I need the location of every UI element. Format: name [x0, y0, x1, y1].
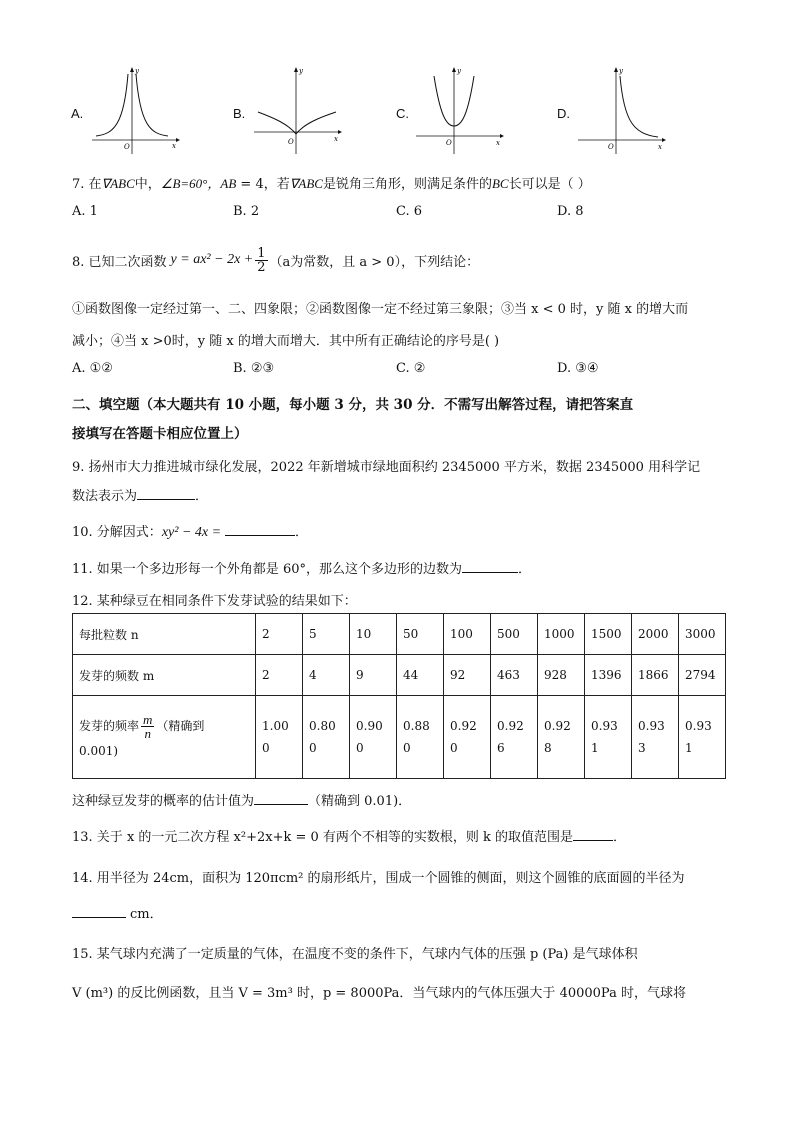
q10: 10. 分解因式：xy² − 4x = ．: [72, 521, 308, 541]
cell-n: 100: [444, 614, 491, 655]
graph-c-x-label: x: [496, 139, 500, 147]
q14-line2: cm．: [72, 903, 163, 922]
q7-stem: 7. 在∇ABC中，∠B=60°，AB = 4，若∇ABC是锐角三角形，则满足条件的BC长可以是（ ）: [72, 176, 591, 192]
q7-option-d[interactable]: D. 8: [557, 204, 584, 219]
graph-a-x-label: x: [172, 142, 176, 150]
graph-b-x-label: x: [334, 135, 338, 143]
cell-m: 2: [256, 655, 303, 696]
cell-n: 50: [397, 614, 444, 655]
graph-b-y-label: y: [299, 67, 303, 75]
q12-intro: 12. 某种绿豆在相同条件下发芽试验的结果如下：: [72, 594, 357, 609]
graph-d-x-label: x: [658, 143, 662, 151]
q11: 11. 如果一个多边形每一个外角都是 60°，那么这个多边形的边数为 ．: [72, 558, 531, 577]
cell-m: 4: [303, 655, 350, 696]
q7-option-c[interactable]: C. 6: [396, 204, 423, 219]
row-header-n: 每批粒数 n: [73, 614, 256, 655]
graph-a: [92, 64, 182, 154]
graph-c: [416, 64, 506, 154]
q11-answer-blank[interactable]: [462, 559, 518, 573]
table-row: [73, 696, 726, 779]
cell-frequency: 0.93 1: [585, 696, 632, 779]
graph-d-y-label: y: [619, 67, 623, 75]
cell-frequency: 0.92 0: [444, 696, 491, 779]
q14-answer-blank[interactable]: [72, 904, 126, 918]
q8-option-d[interactable]: D. ③④: [557, 361, 599, 376]
graph-d: [578, 64, 668, 154]
cell-frequency: 0.93 1: [679, 696, 726, 779]
graph-b: [254, 64, 344, 154]
option-a-label[interactable]: A.: [71, 106, 84, 121]
cell-n: 2000: [632, 614, 679, 655]
q8-line2: 减小；④当 x >0时，y 随 x 的增大而增大．其中所有正确结论的序号是( ): [72, 334, 500, 349]
q7-option-b[interactable]: B. 2: [233, 204, 260, 219]
graph-c-origin: O: [446, 139, 452, 147]
cell-m: 1396: [585, 655, 632, 696]
cell-n: 5: [303, 614, 350, 655]
table-row: [73, 655, 726, 696]
option-d-label[interactable]: D.: [557, 106, 570, 121]
q12-table: [72, 613, 726, 779]
graph-a-origin: O: [124, 143, 130, 151]
q8-fraction: $\frac{1}{2}$: [257, 245, 266, 275]
cell-m: 928: [538, 655, 585, 696]
q8-option-c[interactable]: C. ②: [396, 361, 426, 376]
section2-heading-line2: 接填写在答题卡相应位置上）: [72, 426, 248, 442]
graph-d-origin: O: [608, 143, 614, 151]
q13: 13. 关于 x 的一元二次方程 x²+2x+k = 0 有两个不相等的实数根，则 k 的取值范围是 ．: [72, 826, 626, 845]
cell-n: 10: [350, 614, 397, 655]
q15-line2: V (m³) 的反比例函数，且当 V = 3m³ 时，p = 8000Pa．当气球内的气体压强大于 40000Pa 时，气球将: [72, 986, 686, 1001]
cell-n: 1000: [538, 614, 585, 655]
cell-frequency: 1.00 0: [256, 696, 303, 779]
cell-frequency: 0.92 6: [491, 696, 538, 779]
table-row: [73, 614, 726, 655]
q9-line1: 9. 扬州市大力推进城市绿化发展，2022 年新增城市绿地面积约 2345000 平方米，数据 2345000 用科学记: [72, 460, 701, 475]
cell-n: 500: [491, 614, 538, 655]
cell-frequency: 0.93 3: [632, 696, 679, 779]
cell-frequency: 0.90 0: [350, 696, 397, 779]
q8-line1: ①函数图像一定经过第一、二、四象限；②函数图像一定不经过第三象限；③当 x < 0 时，y 随 x 的增大而: [72, 302, 689, 317]
cell-frequency: 0.92 8: [538, 696, 585, 779]
cell-m: 463: [491, 655, 538, 696]
cell-m: 1866: [632, 655, 679, 696]
row-header-frequency: 发芽的频率 $\frac{m}{n}$ （精确到 0.001): [73, 696, 256, 779]
q15-line1: 15. 某气球内充满了一定质量的气体，在温度不变的条件下，气球内气体的压强 p (Pa) 是气球体积: [72, 947, 638, 962]
q8-stem: 8. 已知二次函数 y = ax² − 2x + $\frac{1}{2}$ （a为常数，且 a > 0），下列结论：: [72, 245, 480, 275]
q8-option-a[interactable]: A. ①②: [72, 361, 113, 376]
graph-a-y-label: y: [135, 67, 139, 75]
q9-answer-blank[interactable]: [137, 486, 195, 500]
q7-option-a[interactable]: A. 1: [72, 204, 98, 219]
option-b-label[interactable]: B.: [233, 106, 246, 121]
q9-line2: 数法表示为 ．: [72, 485, 208, 504]
cell-m: 2794: [679, 655, 726, 696]
cell-n: 1500: [585, 614, 632, 655]
cell-frequency: 0.88 0: [397, 696, 444, 779]
cell-m: 9: [350, 655, 397, 696]
cell-n: 2: [256, 614, 303, 655]
q13-answer-blank[interactable]: [573, 827, 613, 841]
q14-line1: 14. 用半径为 24cm，面积为 120πcm² 的扇形纸片，围成一个圆锥的侧面，则这个圆锥的底面圆的半径为: [72, 871, 685, 886]
cell-m: 92: [444, 655, 491, 696]
cell-n: 3000: [679, 614, 726, 655]
cell-m: 44: [397, 655, 444, 696]
q12-answer-blank[interactable]: [254, 791, 308, 805]
q12-after: 这种绿豆发芽的概率的估计值为 （精确到 0.01)．: [72, 790, 411, 809]
section2-heading-line1: 二、填空题（本大题共有 10 小题，每小题 3 分，共 30 分．不需写出解答过程，请把答案直: [72, 397, 634, 413]
q10-answer-blank[interactable]: [225, 522, 295, 536]
graph-b-origin: O: [288, 138, 294, 146]
cell-frequency: 0.80 0: [303, 696, 350, 779]
row-header-m: 发芽的频数 m: [73, 655, 256, 696]
option-c-label[interactable]: C.: [396, 106, 409, 121]
q8-option-b[interactable]: B. ②③: [233, 361, 275, 376]
graph-c-y-label: y: [457, 67, 461, 75]
